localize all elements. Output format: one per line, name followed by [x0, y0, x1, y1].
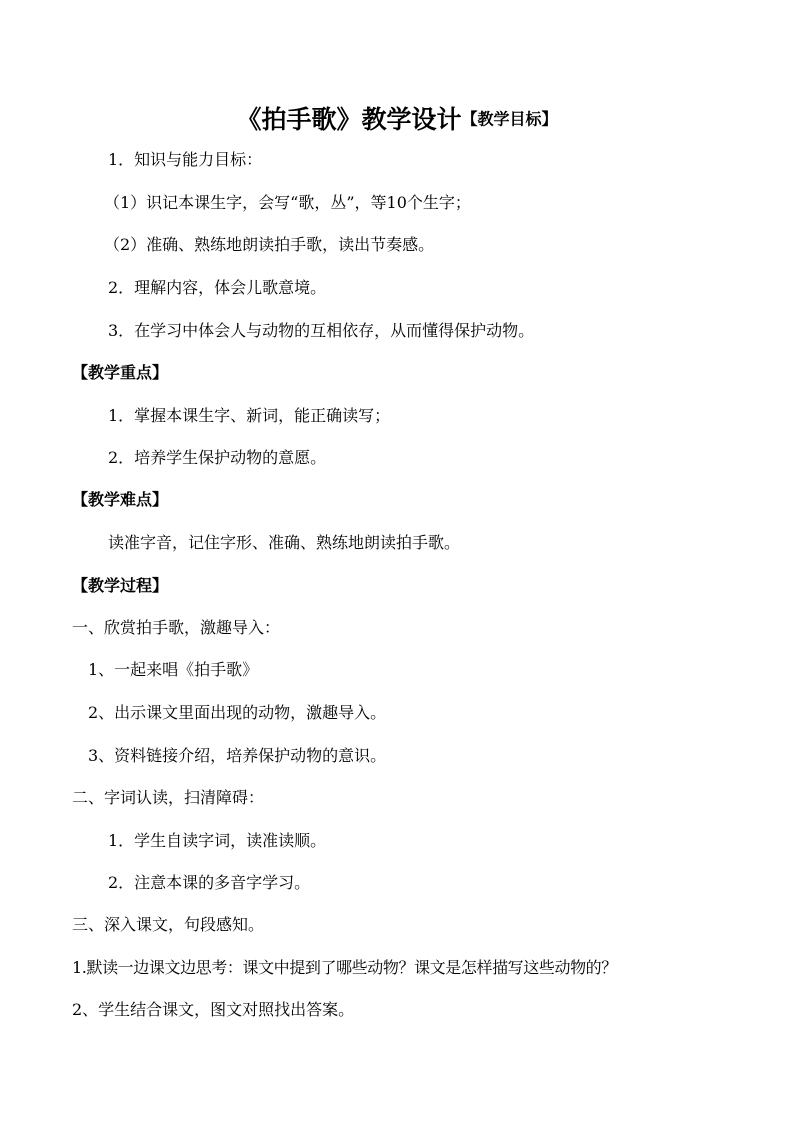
process-2-1: 1．学生自读字词，读准读顺。: [108, 831, 327, 850]
process-heading: 【教学过程】: [72, 576, 169, 595]
process-1-2: 2、出示课文里面出现的动物，激趣导入。: [88, 703, 387, 722]
process-1-3: 3、资料链接介绍，培养保护动物的意识。: [88, 746, 387, 765]
process-3-1: 1.默读一边课文边思考：课文中提到了哪些动物？课文是怎样描写这些动物的？: [72, 958, 617, 977]
process-3-2: 2、学生结合课文，图文对照找出答案。: [72, 1000, 355, 1019]
difficulties-heading: 【教学难点】: [72, 490, 169, 509]
difficulty-1: 读准字音，记住字形、准确、熟练地朗读拍手歌。: [108, 533, 461, 552]
process-section-2: 二、字词认读，扫清障碍：: [72, 788, 265, 807]
process-section-1: 一、欣赏拍手歌，激趣导入：: [72, 618, 281, 637]
key-points-heading: 【教学重点】: [72, 363, 169, 382]
process-section-3: 三、深入课文，句段感知。: [72, 915, 265, 934]
title-tag-objectives: 【教学目标】: [461, 109, 558, 129]
objective-1-2: （2）准确、熟练地朗读拍手歌，读出节奏感。: [104, 235, 435, 254]
process-2-2: 2．注意本课的多音字学习。: [108, 873, 311, 892]
key-point-1: 1．掌握本课生字、新词，能正确读写；: [108, 406, 391, 425]
objective-3: 3．在学习中体会人与动物的互相依存，从而懂得保护动物。: [108, 321, 535, 340]
key-point-2: 2．培养学生保护动物的意愿。: [108, 448, 327, 467]
objective-1-1: （1）识记本课生字，会写“歌，丛”，等10个生字；: [104, 193, 471, 212]
objective-1: 1．知识与能力目标：: [108, 150, 263, 169]
title-main: 《拍手歌》教学设计: [236, 105, 462, 134]
document-title: [0, 100, 794, 140]
objective-2: 2．理解内容，体会儿歌意境。: [108, 278, 327, 297]
process-1-1: 1、一起来唱《拍手歌》: [88, 660, 259, 679]
